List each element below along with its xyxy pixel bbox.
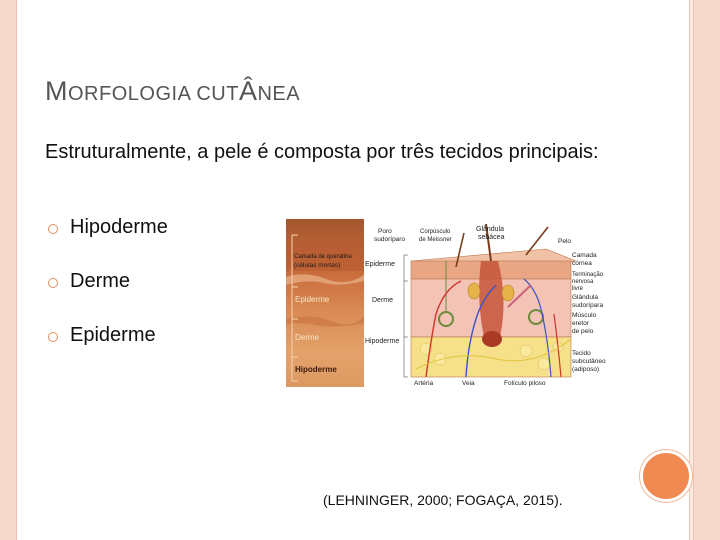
title-accent-letter: Â: [238, 76, 258, 106]
list-item: [45, 216, 168, 270]
label-diagram-hipoderme: Hipoderme: [365, 338, 400, 345]
label-diagram-epiderme: Epiderme: [365, 261, 395, 268]
label-camada: Camada: [572, 252, 597, 259]
skin-block-diagram: [411, 224, 576, 377]
label-pelo: Pelo: [558, 238, 572, 245]
intro-text: Estruturalmente, a pele é composta por três tecidos principais:: [45, 141, 599, 163]
label-veia: Veia: [462, 380, 475, 387]
title-initial: M: [45, 76, 68, 106]
label-glandula-sebacea: Glândula: [476, 226, 505, 233]
skin-layers-figure: [286, 219, 622, 389]
orange-circle-decoration: [640, 450, 692, 502]
label-musculo: Músculo: [572, 312, 597, 319]
label-diagram-derme: Derme: [372, 297, 394, 304]
label-poro: Poro: [378, 228, 392, 235]
citation: (LEHNINGER, 2000; FOGAÇA, 2015).: [323, 492, 563, 508]
label-meissner: de Meissner: [419, 237, 452, 243]
label-livre: livre: [572, 286, 584, 292]
tissue-list: [45, 216, 168, 378]
label-keratin: Camada de queratina: [294, 254, 352, 260]
right-border-decoration: [694, 0, 720, 540]
list-item: [45, 270, 168, 324]
label-terminacao: Terminação: [572, 272, 604, 278]
label-sebacea: sebácea: [478, 234, 505, 241]
label-eretor: eretor: [572, 320, 589, 327]
title-part2: NEA: [257, 83, 301, 105]
label-histo-hipoderme: Hipoderme: [295, 365, 337, 374]
list-item-label: Epiderme: [70, 324, 156, 346]
bullet-circle-icon: [48, 332, 58, 342]
bullet-circle-icon: [48, 224, 58, 234]
label-subcutaneo: subcutâneo: [572, 358, 606, 365]
label-sudoripara: sudorípara: [572, 302, 604, 309]
label-histo-derme: Derme: [295, 333, 320, 342]
layer-brackets: [404, 255, 408, 377]
label-histo-epiderme: Epiderme: [295, 295, 330, 304]
label-dead-cells: (células mortas): [294, 262, 341, 269]
label-corpusculo: Corpúsculo: [420, 229, 451, 235]
label-adiposo: (adiposo): [572, 366, 600, 373]
title-part1: ORFOLOGIA CUT: [68, 83, 239, 105]
label-cornea: córnea: [572, 260, 592, 267]
label-de-pelo: de pelo: [572, 328, 594, 335]
list-item: [45, 324, 168, 378]
label-foliculo-piloso: Folículo piloso: [504, 380, 546, 387]
label-tecido: Tecido: [572, 350, 591, 357]
bullet-circle-icon: [48, 278, 58, 288]
label-nervosa: nervosa: [572, 279, 594, 285]
label-arteria: Artéria: [414, 380, 434, 387]
list-item-label: Hipoderme: [70, 216, 168, 238]
label-sudoriparo: sudoríparo: [374, 236, 406, 243]
list-item-label: Derme: [70, 270, 131, 292]
left-border-decoration: [0, 0, 17, 540]
slide-title: [45, 76, 300, 107]
label-glandula-sudoripara: Glândula: [572, 294, 599, 301]
